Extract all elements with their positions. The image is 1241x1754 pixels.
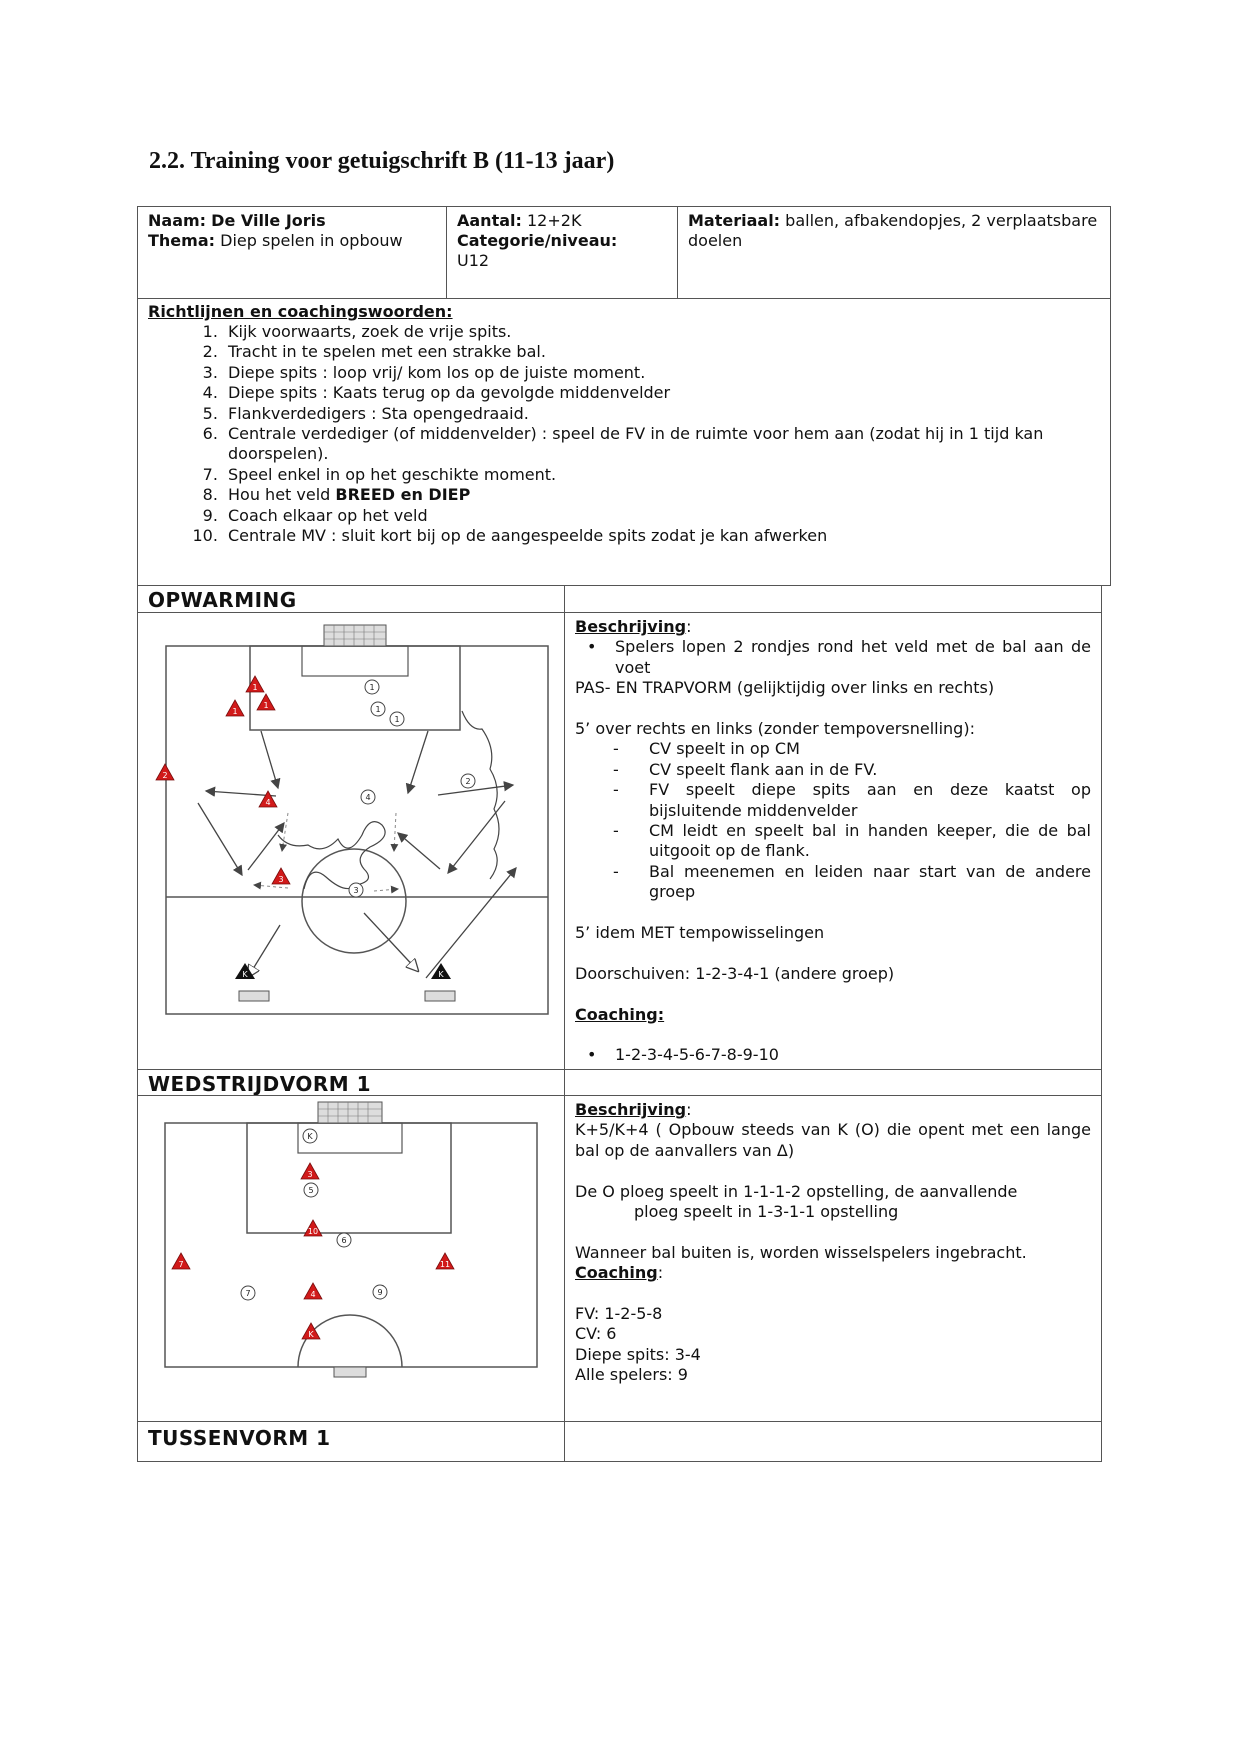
naam-value: De Ville Joris xyxy=(211,211,326,230)
aantal-label: Aantal: xyxy=(457,211,522,230)
player-triangle-icon xyxy=(301,1163,319,1179)
player-triangle-icon xyxy=(302,1323,320,1339)
keeper-right-label: K xyxy=(438,970,444,979)
circle-label: 6 xyxy=(341,1236,347,1245)
opwarming-line3: 5’ idem MET tempowisselingen xyxy=(575,923,825,943)
page-title: 2.2. Training voor getuigschrift B (11-13 jaar) xyxy=(149,148,615,174)
player-triangle-icon xyxy=(257,694,275,710)
penalty-box xyxy=(247,1123,451,1233)
player-triangle-icon xyxy=(272,868,290,884)
materiaal-value: ballen, afbakendopjes, 2 verplaatsbare doelen xyxy=(688,211,1098,250)
small-goal-left xyxy=(239,991,269,1001)
guideline-item: 5. Flankverdedigers : Sta opengedraaid. xyxy=(223,404,1100,424)
wedstrijdvorm-coaching-line: CV: 6 xyxy=(575,1324,617,1344)
player-triangle-icon xyxy=(226,700,244,716)
player-circle-icon xyxy=(304,1183,318,1197)
wedstrijdvorm-diagram-cell xyxy=(137,1095,565,1422)
goal-net xyxy=(318,1102,382,1123)
center-circle xyxy=(302,849,406,953)
opwarming-dash-item: - CV speelt flank aan in de FV. xyxy=(649,760,1091,780)
player-circle-icon xyxy=(349,883,363,897)
keeper-left-label: K xyxy=(242,970,248,979)
opwarming-heading: OPWARMING xyxy=(148,588,297,612)
circle-label: 4 xyxy=(365,793,371,802)
player-triangle-icon xyxy=(156,764,174,780)
opwarming-dash-item: - Bal meenemen en leiden naar start van de andere groep xyxy=(649,862,1091,903)
player-circle-icon xyxy=(303,1129,317,1143)
player-triangle-icon xyxy=(436,1253,454,1269)
tussenvorm-right-cell xyxy=(564,1421,1102,1462)
player-circle-icon xyxy=(337,1233,351,1247)
circle-label: 3 xyxy=(353,886,359,895)
circle-label: 7 xyxy=(245,1289,251,1298)
wedstrijdvorm-line1: K+5/K+4 ( Opbouw steeds van K (O) die opent met een lange bal op de aanvallers van Δ) xyxy=(575,1120,1091,1160)
aantal-value: 12+2K xyxy=(527,211,582,230)
thema-label: Thema: xyxy=(148,231,216,250)
field-outline xyxy=(165,1123,537,1367)
opwarming-heading-cell xyxy=(137,585,565,613)
player-triangle-icon xyxy=(246,676,264,692)
guideline-item: 1. Kijk voorwaarts, zoek de vrije spits. xyxy=(223,322,1100,342)
opwarming-desc-cell: Beschrijving: • Spelers lopen 2 rondjes rond het veld met de bal aan de voet PAS- EN TRAPVORM (gelijktijdig over links en rechts) 5’ over rechts en links (zonder tempoversnelling): - CV speelt in op CM - CV speelt flank aan in de FV. - FV speelt diepe spits aan en deze kaatst op bijsluitende middenvelder - CM leidt en speelt bal in handen keeper, die de bal uitgooit op de flank. - Bal meenemen en leiden naar start van de andere groep 5’ idem MET tempowisselingen Doorschuiven: 1-2-3-4-1 (andere groep) Coaching: • 1-2-3-4-5-6-7-8-9-10 xyxy=(564,612,1102,1070)
thema-value: Diep spelen in opbouw xyxy=(220,231,403,250)
circle-label: 1 xyxy=(375,705,381,714)
triangle-label: 1 xyxy=(263,701,269,710)
match-diagram xyxy=(138,1096,564,1421)
triangle-label: 1 xyxy=(232,707,238,716)
wedstrijdvorm-coaching-line: Diepe spits: 3-4 xyxy=(575,1344,701,1364)
player-circle-icon xyxy=(361,790,375,804)
wedstrijdvorm-desc-label: Beschrijving xyxy=(575,1100,687,1119)
wedstrijdvorm-heading: WEDSTRIJDVORM 1 xyxy=(148,1072,372,1096)
bottom-goal xyxy=(334,1367,366,1377)
triangle-label: 4 xyxy=(265,798,271,807)
circle-label: 1 xyxy=(394,715,400,724)
player-circle-icon xyxy=(241,1286,255,1300)
header-materiaal-cell xyxy=(677,206,1111,299)
player-triangle-icon xyxy=(304,1283,322,1299)
guideline-item: 3. Diepe spits : loop vrij/ kom los op de juiste moment. xyxy=(223,363,1100,383)
triangle-label: 7 xyxy=(178,1260,184,1269)
warmup-diagram xyxy=(138,613,564,1069)
guideline-item: 7. Speel enkel in op het geschikte moment. xyxy=(223,465,1100,485)
wedstrijdvorm-coaching-line: FV: 1-2-5-8 xyxy=(575,1304,663,1324)
guidelines-heading: Richtlijnen en coachingswoorden: xyxy=(148,302,453,321)
triangle-label: 10 xyxy=(307,1227,319,1236)
opwarming-heading-right xyxy=(564,585,1102,613)
header-naam-cell xyxy=(137,206,447,299)
triangle-label: 3 xyxy=(278,875,284,884)
circle-label: 2 xyxy=(465,777,471,786)
triangle-label: 3 xyxy=(307,1170,313,1179)
wedstrijdvorm-coaching-line: Alle spelers: 9 xyxy=(575,1365,688,1385)
wedstrijdvorm-coaching-label: Coaching xyxy=(575,1263,658,1283)
wedstrijdvorm-heading-right xyxy=(564,1069,1102,1096)
player-triangle-icon xyxy=(259,791,277,807)
player-circle-icon xyxy=(371,702,385,716)
wedstrijdvorm-desc-cell: Beschrijving: K+5/K+4 ( Opbouw steeds van K (O) die opent met een lange bal op de aanvallers van Δ) De O ploeg speelt in 1-1-1-2 opstelling, de aanvallende ploeg speelt in 1-3-1-1 opstelling Wanneer bal buiten is, worden wisselspelers ingebracht. Coaching: FV: 1-2-5-8 CV: 6 Diepe spits: 3-4 Alle spelers: 9 xyxy=(564,1095,1102,1422)
wedstrijdvorm-line2a: De O ploeg speelt in 1-1-1-2 opstelling, de aanvallende xyxy=(575,1181,1018,1201)
goal-net xyxy=(324,625,386,646)
triangle-label: K xyxy=(308,1330,314,1339)
wedstrijdvorm-heading-cell xyxy=(137,1069,565,1096)
circle-label: K xyxy=(307,1132,313,1141)
opwarming-desc-label: Beschrijving xyxy=(575,617,687,636)
categorie-label: Categorie/niveau: xyxy=(457,231,618,250)
wedstrijdvorm-line2b: ploeg speelt in 1-3-1-1 opstelling xyxy=(634,1202,899,1222)
goal-area xyxy=(302,646,408,676)
keeper-right-icon xyxy=(431,963,451,979)
guideline-item: 4. Diepe spits : Kaats terug op da gevolgde middenvelder xyxy=(223,383,1100,403)
guideline-item: 6. Centrale verdediger (of middenvelder) : speel de FV in de ruimte voor hem aan (zodat hij in 1 tijd kan doorspelen). xyxy=(223,424,1100,465)
opwarming-coaching-label: Coaching: xyxy=(575,1004,665,1024)
opwarming-bullet: • Spelers lopen 2 rondjes rond het veld met de bal aan de voet xyxy=(615,637,1091,678)
player-triangle-icon xyxy=(304,1220,322,1236)
categorie-value: U12 xyxy=(457,251,490,270)
bottom-arc xyxy=(298,1315,402,1367)
player-circle-icon xyxy=(373,1285,387,1299)
opwarming-line4: Doorschuiven: 1-2-3-4-1 (andere groep) xyxy=(575,963,895,983)
tussenvorm-heading: TUSSENVORM 1 xyxy=(148,1426,331,1450)
opwarming-diagram-cell xyxy=(137,612,565,1070)
player-circle-icon xyxy=(365,680,379,694)
field-outline xyxy=(166,646,548,1014)
penalty-box xyxy=(250,646,460,730)
opwarming-dash-item: - CM leidt en speelt bal in handen keeper, die de bal uitgooit op de flank. xyxy=(649,821,1091,862)
triangle-label: 11 xyxy=(439,1260,451,1269)
circle-label: 5 xyxy=(308,1186,314,1195)
naam-label: Naam: xyxy=(148,211,207,230)
guidelines-list xyxy=(148,322,1100,546)
tussenvorm-heading-cell xyxy=(137,1421,565,1462)
player-circle-icon xyxy=(390,712,404,726)
materiaal-label: Materiaal: xyxy=(688,211,781,230)
opwarming-dash-item: - FV speelt diepe spits aan en deze kaatst op bijsluitende middenvelder xyxy=(649,780,1091,821)
guideline-item: 10. Centrale MV : sluit kort bij op de aangespeelde spits zodat je kan afwerken xyxy=(223,526,1100,546)
guideline-item: 8. Hou het veld BREED en DIEP xyxy=(223,485,1100,505)
triangle-label: 1 xyxy=(252,683,258,692)
circle-label: 9 xyxy=(377,1288,383,1297)
guideline-item: 9. Coach elkaar op het veld xyxy=(223,506,1100,526)
small-goal-right xyxy=(425,991,455,1001)
player-circle-icon xyxy=(461,774,475,788)
guideline-bold: BREED en DIEP xyxy=(335,485,471,505)
wedstrijdvorm-line3: Wanneer bal buiten is, worden wisselspelers ingebracht. xyxy=(575,1242,1027,1262)
opwarming-line1: PAS- EN TRAPVORM (gelijktijdig over links en rechts) xyxy=(575,678,995,698)
circle-label: 1 xyxy=(369,683,375,692)
guidelines-cell xyxy=(137,298,1111,586)
opwarming-line2: 5’ over rechts en links (zonder tempoversnelling): xyxy=(575,719,975,739)
triangle-label: 2 xyxy=(162,771,168,780)
opwarming-coaching-item: • 1-2-3-4-5-6-7-8-9-10 xyxy=(615,1045,1091,1065)
triangle-label: 4 xyxy=(310,1290,316,1299)
player-triangle-icon xyxy=(172,1253,190,1269)
opwarming-dash-item: - CV speelt in op CM xyxy=(649,739,1091,759)
guideline-item: 2. Tracht in te spelen met een strakke bal. xyxy=(223,342,1100,362)
header-aantal-cell xyxy=(446,206,678,299)
